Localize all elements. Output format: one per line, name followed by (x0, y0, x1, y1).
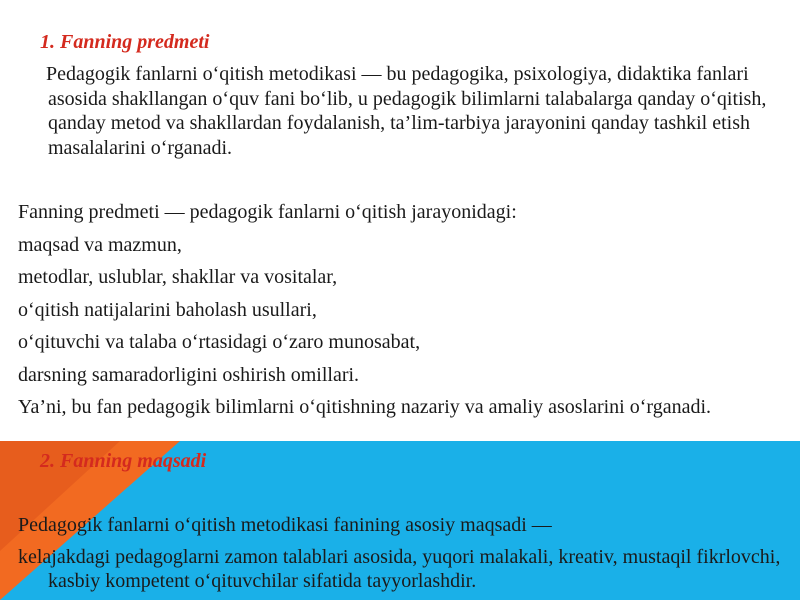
goal-line-0: Pedagogik fanlarni o‘qitish metodikasi fanining asosiy maqsadi — (18, 514, 552, 536)
subject-line-1: maqsad va mazmun, (18, 233, 182, 256)
goal-list (18, 513, 788, 600)
section-heading-goal: 2. Fanning maqsadi (40, 450, 207, 472)
goal-line-1: kelajakdagi pedagoglarni zamon talablari asosida, yuqori malakali, kreativ, mustaqil fikrlovchi, kasbiy kompetent o‘qituvchilar sifatida tayyorlashdir. (18, 545, 781, 592)
subject-line-4: o‘qituvchi va talaba o‘rtasidagi o‘zaro munosabat, (18, 331, 421, 353)
subject-line-0: Fanning predmeti — pedagogik fanlarni o‘qitish jarayonidagi: (18, 201, 517, 223)
intro-paragraph: Pedagogik fanlarni o‘qitish metodikasi — bu pedagogika, psixologiya, didaktika fanlari asosida shakllangan o‘quv fani bo‘lib, u pedagogik bilimlarni talabalarga qanday o‘qitish, qanday metod va shakllardan foydalanish, ta’lim-tarbiya jarayonini qanday tashkil etish masalalarini o‘rganadi. (46, 63, 767, 159)
section-heading-subject: 1. Fanning predmeti (40, 31, 210, 53)
subject-line-3: o‘qitish natijalarini baholash usullari, (18, 298, 317, 321)
subject-line-2: metodlar, uslublar, shakllar va vositalar, (18, 266, 338, 288)
subject-list (18, 200, 788, 420)
subject-line-5: darsning samaradorligini oshirish omillari. (18, 363, 360, 386)
subject-line-6: Ya’ni, bu fan pedagogik bilimlarni o‘qitishning nazariy va amaliy asoslarini o‘rganadi. (18, 396, 711, 418)
